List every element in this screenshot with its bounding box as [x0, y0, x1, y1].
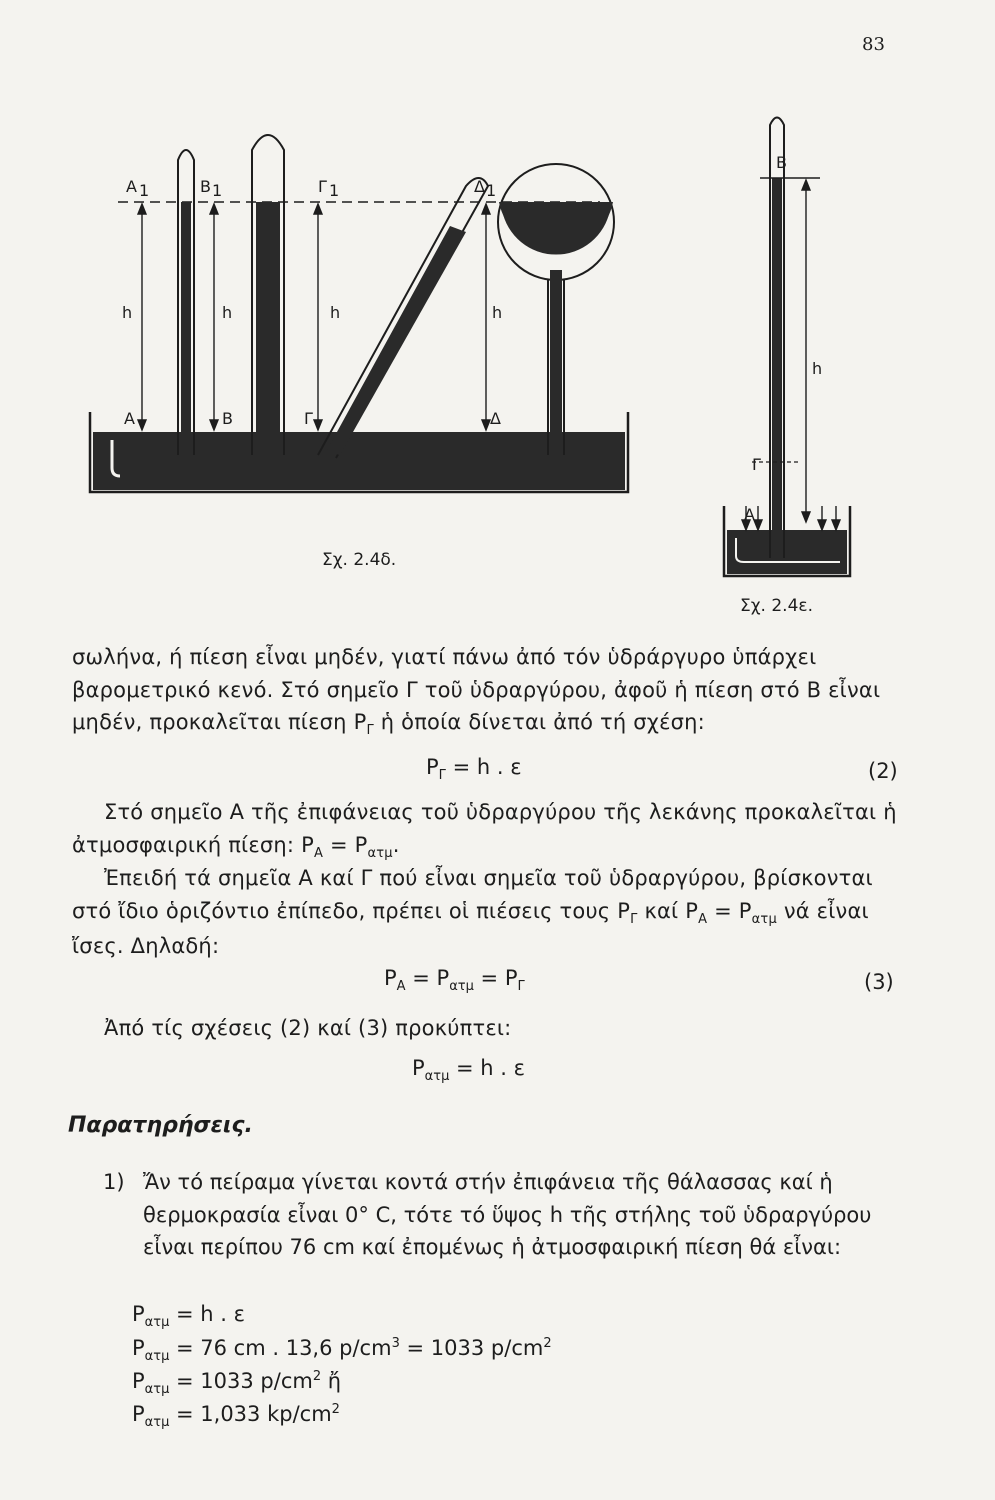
height-arrow-e — [742, 180, 840, 530]
tube-b — [252, 135, 284, 455]
figure-2-4e — [724, 118, 850, 577]
figure-2-4d — [90, 135, 628, 492]
paragraph-3-text: Ἐπειδή τά σημεῖα Α καί Γ πού εἶναι σημεῖα τοῦ ὑδραργύρου, βρίσκονται στό ἴδιο ὁριζόντιο ἐπίπεδο, πρέπει οἱ πιέσεις τους — [72, 866, 873, 923]
label-a: A — [124, 409, 135, 428]
barometer-figures — [0, 0, 995, 640]
label-h-b: h — [222, 303, 233, 322]
inline-pg: $P_\Gamma$ — [353, 710, 374, 739]
label-e-g: Γ — [752, 455, 761, 474]
label-h-d: h — [492, 303, 503, 322]
paragraph-2-text: Στό σημεῖο Α τῆς ἐπιφάνειας τοῦ ὑδραργύρου τῆς λεκάνης προκαλεῖται ἡ ἀτμοσφαιρική πίεση: — [72, 800, 897, 857]
formula-3: $P_{\alpha\tau\mu} = 1033$ $p/cm^2$ ἤ — [132, 1369, 342, 1398]
equation-2-number: (2) — [868, 759, 898, 783]
formula-4: $P_{\alpha\tau\mu} = 1,033$ $kp/cm^2$ — [132, 1402, 340, 1431]
label-g: Γ — [304, 409, 313, 428]
remarks-heading: Παρατηρήσεις. — [68, 1113, 253, 1138]
label-b1: B — [200, 177, 211, 196]
equation-final: $P_{\alpha\tau\mu} = h$ . ε — [412, 1056, 525, 1085]
equation-pa: $P_A = P_{\alpha\tau\mu}$. — [301, 832, 400, 861]
formula-1: $P_{\alpha\tau\mu} = h$ . ε — [132, 1302, 245, 1331]
label-a1-sub: 1 — [139, 181, 150, 200]
tube-d-bulb — [498, 164, 614, 455]
label-b: B — [222, 409, 233, 428]
label-b1-sub: 1 — [212, 181, 223, 200]
inline-pa: $P_A = P_{\alpha\tau\mu}$ — [685, 898, 777, 927]
paragraph-1-text: σωλήνα, ή πίεση εἶναι μηδέν, γιατί πάνω ἀπό τόν ὑδράργυρο ὑπάρχει βαρομετρικό κενό. Στό σημεῖο Γ τοῦ ὑδραργύρου, ἀφοῦ ἡ πίεση στό Β εἶναι μηδέν, προκαλεῖται πίεση — [72, 645, 881, 735]
cup-mercury — [727, 530, 847, 574]
label-d1-sub: 1 — [486, 181, 497, 200]
paragraph-3: Ἐπειδή τά σημεῖα Α καί Γ πού εἶναι σημεῖα τοῦ ὑδραργύρου, βρίσκονται στό ἴδιο ὁριζόντιο ἐπίπεδο, πρέπει οἱ πιέσεις τους $P_\Gamma$ καί $P_A = P_{\alpha\tau\mu}$ νά εἶναι ἴσες. Δηλαδή: — [72, 866, 873, 958]
label-a1: A — [126, 177, 137, 196]
label-e-h: h — [812, 359, 823, 378]
label-g1-sub: 1 — [329, 181, 340, 200]
basin-mercury — [93, 432, 625, 490]
equation-3: $P_A = P_{\alpha\tau\mu} = P_\Gamma$ — [384, 966, 525, 995]
label-d: Δ — [490, 409, 501, 428]
formula-2: $P_{\alpha\tau\mu} = 76$ cm . 13,6 $p/cm^3 = 1033$ $p/cm^2$ — [132, 1336, 552, 1365]
inline-pg-2: $P_\Gamma$ — [617, 898, 638, 927]
label-e-b: B — [776, 153, 787, 172]
label-g1: Γ — [318, 177, 327, 196]
tube-a — [178, 150, 194, 455]
label-h-g: h — [330, 303, 341, 322]
tube-g-inclined — [318, 178, 488, 458]
paragraph-4: Ἀπό τίς σχέσεις (2) καί (3) προκύπτει: — [104, 1016, 512, 1040]
label-d1: Δ — [474, 177, 485, 196]
equation-3-number: (3) — [864, 970, 894, 994]
caption-fig-2-4e: Σχ. 2.4ε. — [740, 596, 813, 616]
remark-1-number: 1) — [103, 1170, 125, 1194]
remark-1 — [103, 1166, 913, 1264]
paragraph-1 — [72, 641, 912, 741]
caption-fig-2-4d: Σχ. 2.4δ. — [322, 550, 397, 570]
label-h-a: h — [122, 303, 133, 322]
label-e-a: A — [744, 505, 755, 524]
remark-1-text: Ἄν τό πείραμα γίνεται κοντά στήν ἐπιφάνεια τῆς θάλασσας καί ἡ θερμοκρασία εἶναι 0° C, τότε τό ὕψος h τῆς στήλης τοῦ ὑδραργύρου εἶναι περίπου 76 cm καί ἐπομένως ἡ ἀτμοσφαιρική πίεση θά εἶναι: — [143, 1170, 872, 1260]
page-number: 83 — [862, 34, 885, 55]
paragraph-1-end: ἡ ὁποία δίνεται ἀπό τή σχέση: — [380, 710, 705, 735]
paragraph-2 — [72, 796, 912, 864]
equation-2: $P_\Gamma = h$ . ε — [426, 755, 522, 784]
